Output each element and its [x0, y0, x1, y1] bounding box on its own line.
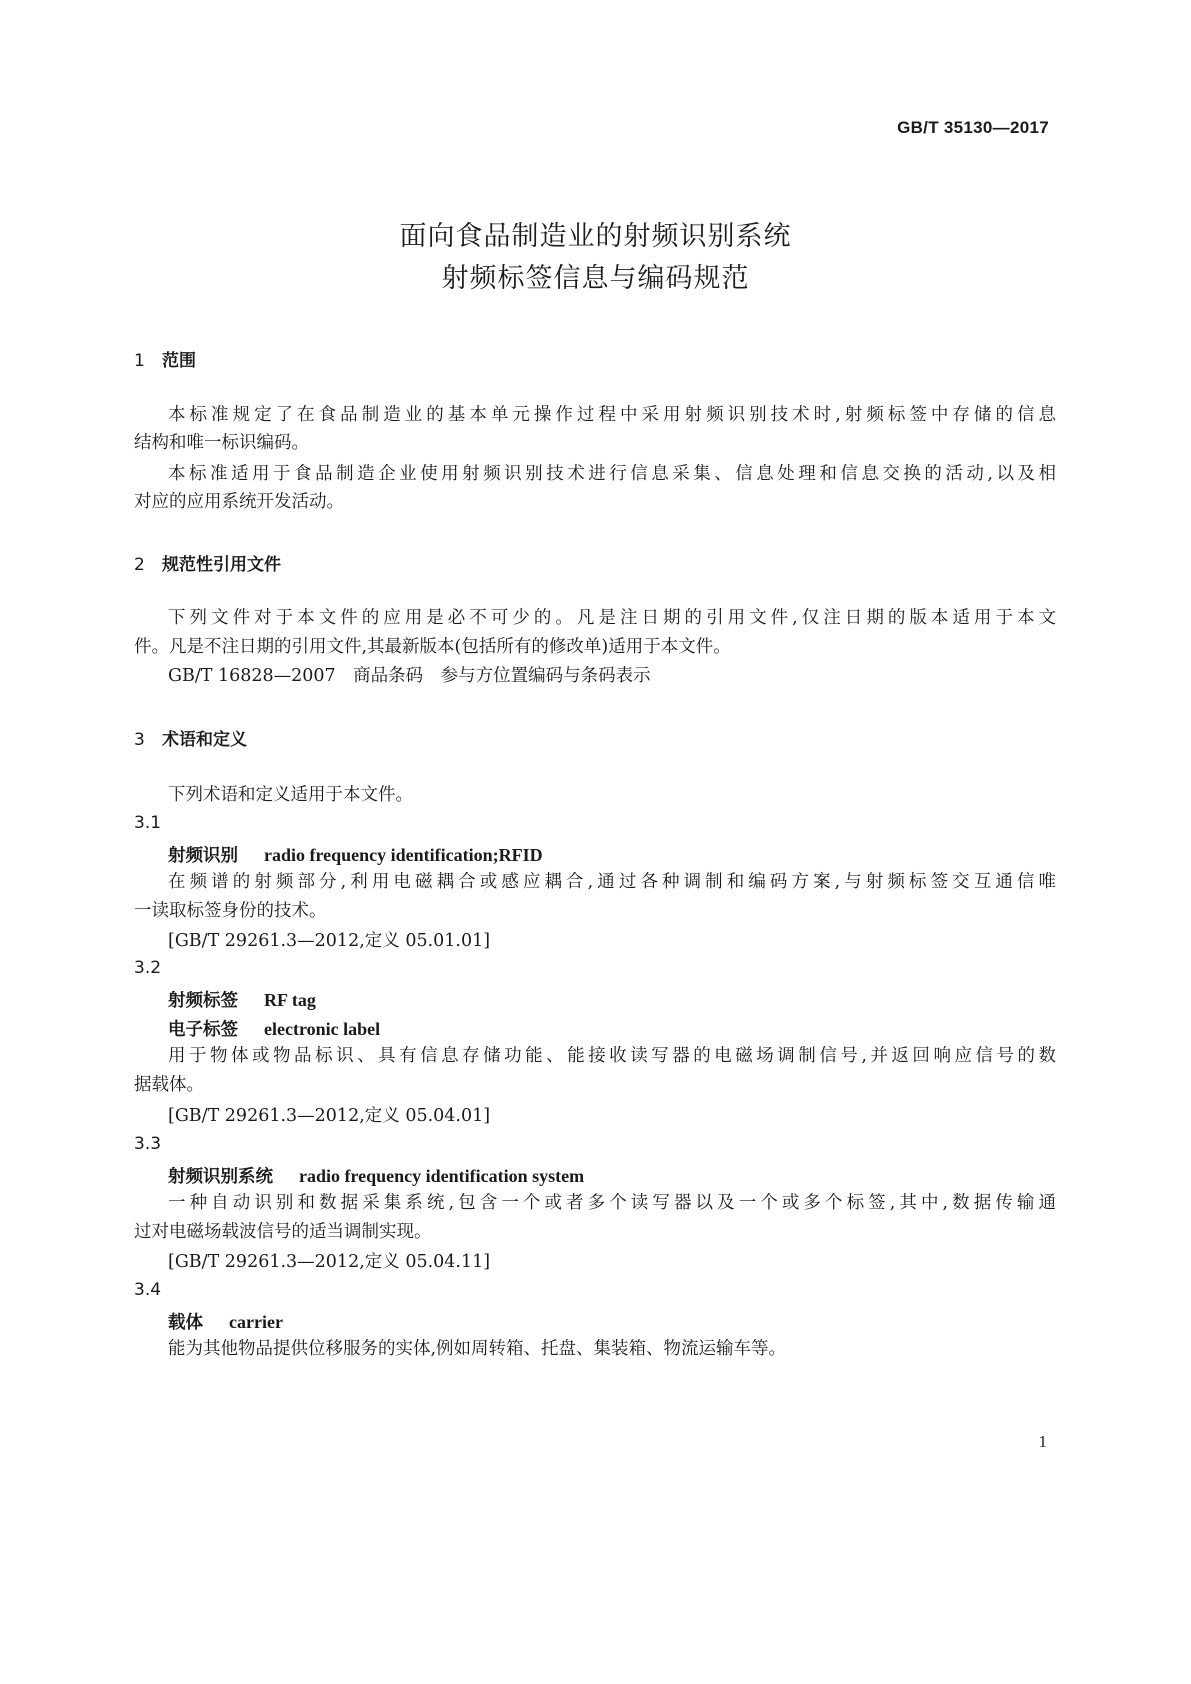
- terms-intro: 下列术语和定义适用于本文件。: [168, 785, 413, 805]
- term-definition-line-1: 一种自动识别和数据采集系统,包含一个或者多个读写器以及一个或多个标签,其中,数据传输通: [168, 1193, 1056, 1213]
- normative-paragraph-line-2: 件。凡是不注日期的引用文件,其最新版本(包括所有的修改单)适用于本文件。: [134, 637, 731, 657]
- standard-code: GB/T 35130—2017: [897, 118, 1049, 137]
- term-name-en: radio frequency identification;RFID: [264, 845, 543, 865]
- section-number: 1: [134, 351, 145, 371]
- term-name-en: radio frequency identification system: [299, 1166, 585, 1186]
- term-name-en: carrier: [229, 1312, 283, 1332]
- section-title: 规范性引用文件: [162, 555, 281, 575]
- term-entry: [168, 842, 543, 867]
- section-2-heading: [134, 550, 281, 575]
- scope-paragraph-1-line-2: 结构和唯一标识编码。: [134, 433, 309, 453]
- term-definition-line-2: 过对电磁场载波信号的适当调制实现。: [134, 1222, 432, 1242]
- term-name-zh: 载体: [168, 1313, 203, 1333]
- clause-number: 3.4: [134, 1280, 162, 1300]
- document-title-line-1: 面向食品制造业的射频识别系统: [399, 221, 792, 252]
- term-definition-line-2: 一读取标签身份的技术。: [134, 901, 327, 921]
- term-name-en: RF tag: [264, 990, 316, 1010]
- term-name-zh: 射频识别系统: [168, 1167, 273, 1187]
- scope-paragraph-1-line-1: 本标准规定了在食品制造业的基本单元操作过程中采用射频识别技术时,射频标签中存储的信息: [168, 405, 1056, 425]
- clause-number: 3.3: [134, 1134, 162, 1154]
- section-1-heading: [134, 346, 196, 371]
- clause-number: 3.2: [134, 958, 162, 978]
- term-entry: [168, 987, 316, 1012]
- section-number: 3: [134, 730, 145, 750]
- section-title: 范围: [162, 351, 196, 371]
- term-source: [GB/T 29261.3—2012,定义 05.04.11]: [168, 1252, 491, 1272]
- term-name-zh: 射频标签: [168, 991, 238, 1011]
- term-name-zh: 射频识别: [168, 846, 238, 866]
- term-source: [GB/T 29261.3—2012,定义 05.01.01]: [168, 931, 491, 951]
- term-definition-line-2: 据载体。: [134, 1075, 204, 1095]
- term-entry: [168, 1309, 283, 1334]
- term-source: [GB/T 29261.3—2012,定义 05.04.01]: [168, 1106, 491, 1126]
- term-definition-line-1: 在频谱的射频部分,利用电磁耦合或感应耦合,通过各种调制和编码方案,与射频标签交互通信唯: [168, 872, 1056, 892]
- clause-number: 3.1: [134, 813, 162, 833]
- term-entry: [168, 1163, 584, 1188]
- normative-paragraph-line-1: 下列文件对于本文件的应用是必不可少的。凡是注日期的引用文件,仅注日期的版本适用于本文: [168, 608, 1056, 628]
- scope-paragraph-2-line-2: 对应的应用系统开发活动。: [134, 492, 344, 512]
- term-entry-synonym: [168, 1016, 380, 1041]
- section-number: 2: [134, 555, 145, 575]
- normative-reference: GB/T 16828—2007 商品条码 参与方位置编码与条码表示: [168, 666, 651, 686]
- scope-paragraph-2-line-1: 本标准适用于食品制造企业使用射频识别技术进行信息采集、信息处理和信息交换的活动,以及相: [168, 464, 1056, 484]
- term-definition-line-1: 能为其他物品提供位移服务的实体,例如周转箱、托盘、集装箱、物流运输车等。: [168, 1339, 787, 1359]
- document-title-line-2: 射频标签信息与编码规范: [441, 263, 750, 294]
- term-name-zh: 电子标签: [168, 1020, 238, 1040]
- term-name-en: electronic label: [264, 1019, 381, 1039]
- page-number: 1: [1038, 1432, 1047, 1451]
- term-definition-line-1: 用于物体或物品标识、具有信息存储功能、能接收读写器的电磁场调制信号,并返回响应信号的数: [168, 1046, 1056, 1066]
- section-3-heading: [134, 725, 247, 750]
- section-title: 术语和定义: [162, 730, 247, 750]
